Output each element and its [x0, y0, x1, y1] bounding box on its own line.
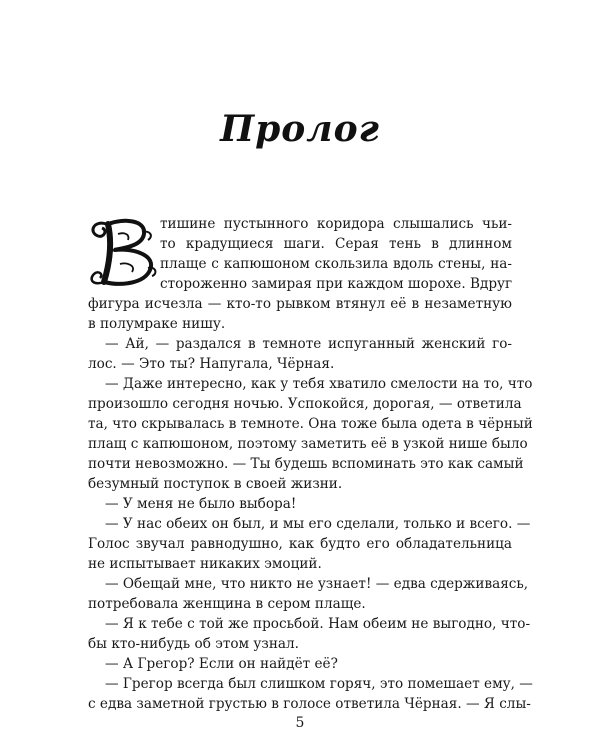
text-line: Голос звучал равнодушно, как будто его обладательница — [88, 536, 512, 552]
text-line: фигура исчезла — кто-то рывком втянул её в незаметную — [88, 296, 512, 312]
text-line: бы кто-нибудь об этом узнал. — [88, 636, 299, 652]
text-line: — Обещай мне, что никто не узнает! — едва сдерживаясь, — [105, 576, 529, 592]
text-line: — Грегор всегда был слишком горяч, это помешает ему, — — [105, 676, 533, 692]
text-line: — У нас обеих он был, и мы его сделали, только и всего. — — [105, 516, 531, 532]
text-line: не испытывает никаких эмоций. — [88, 556, 322, 572]
page-number: 5 — [295, 715, 305, 731]
chapter-title: Пролог — [220, 108, 380, 150]
text-line: лос. — Это ты? Напугала, Чёрная. — [88, 356, 335, 372]
text-line: — Ай, — раздался в темноте испуганный женский го- — [105, 336, 512, 352]
text-line: в полумраке нишу. — [88, 316, 226, 332]
text-line: безумный поступок в своей жизни. — [88, 476, 343, 492]
text-line: то крадущиеся шаги. Серая тень в длинном — [160, 236, 512, 252]
text-line: — У меня не было выбора! — [105, 496, 297, 512]
text-line: плаще с капюшоном скользила вдоль стены, на- — [160, 256, 512, 272]
text-line: почти невозможно. — Ты будешь вспоминать это как самый — [88, 456, 524, 472]
text-line: — А Грегор? Если он найдёт её? — [105, 656, 338, 672]
text-line: потребовала женщина в сером плаще. — [88, 596, 366, 612]
dropcap-letter — [84, 212, 164, 292]
text-line: та, что скрывалась в темноте. Она тоже была одета в чёрный — [88, 416, 533, 432]
text-line: — Я к тебе с той же просьбой. Нам обеим не выгодно, что- — [105, 616, 531, 632]
text-line: тишине пустынного коридора слышались чьи- — [160, 216, 512, 232]
text-line: плащ с капюшоном, поэтому заметить её в узкой нише было — [88, 436, 528, 452]
text-line: с едва заметной грустью в голосе ответила Чёрная. — Я слы- — [88, 696, 531, 712]
text-line: стороженно замирая при каждом шорохе. Вдруг — [160, 276, 513, 292]
text-line: произошло сегодня ночью. Успокойся, дорогая, — ответила — [88, 396, 522, 412]
text-line: — Даже интересно, как у тебя хватило смелости на то, что — [105, 376, 533, 392]
